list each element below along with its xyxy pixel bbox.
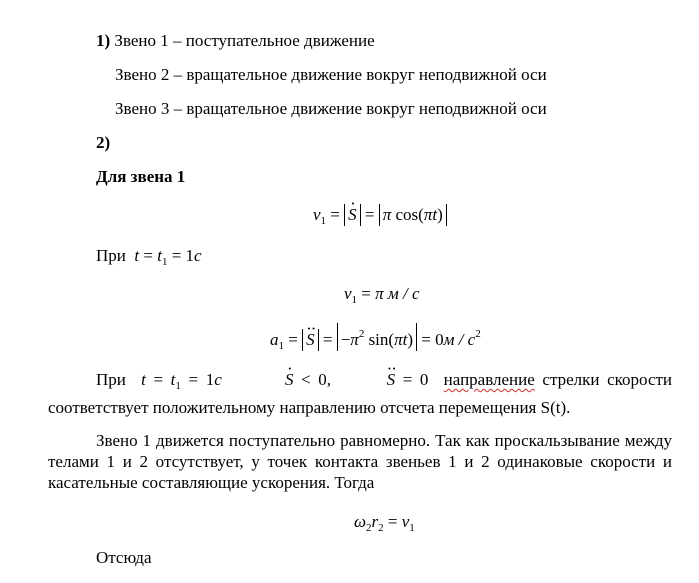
- paragraph-last: Отсюда: [96, 548, 152, 567]
- condition-line-1: [96, 246, 202, 272]
- list-text: Звено 1 – поступательное движение: [114, 31, 375, 50]
- formula-v1-value: $v_1 = \pi$ м / c: [344, 284, 420, 306]
- formula-omega: $\omega_2r_2 = v_1$: [354, 512, 415, 534]
- formula-v1: $v_1$ = · S = π cos(πt): [313, 204, 447, 231]
- list-item-3: Звено 3 – вращательное движение вокруг неподвижной оси: [115, 99, 547, 118]
- list-item-1: [96, 31, 375, 51]
- paragraph-2: Звено 1 движется поступательно равномерно. Так как проскальзывание между телами 1 и 2 отсутствует, у точек контакта звеньев 1 и 2 одинаковые скорости и касательные составляющие ускорения. Тогда: [48, 431, 672, 492]
- pri-label: При: [96, 246, 126, 265]
- section-heading: Для звена 1: [96, 167, 186, 186]
- formula-condition: $t = t_1 = 1c \cdot S < 0$, ·· S = 0: [133, 370, 428, 389]
- list-number-2: 2): [96, 133, 111, 152]
- paragraph-1: [48, 369, 672, 418]
- list-number: 1): [96, 31, 111, 50]
- paragraph-1-text: стрелки скорости соответствует положительному направлению отсчета перемещения S(t).: [48, 370, 673, 417]
- formula-a1: $a_1$ = ·· $S = -\pi^2$ $\sin(\pi t) = 0м / c^2$: [270, 323, 481, 356]
- pri-label-2: При: [96, 370, 126, 389]
- spellcheck-word: направление: [443, 370, 535, 389]
- list-item-2: Звено 2 – вращательное движение вокруг неподвижной оси: [115, 65, 547, 84]
- formula-t: $t = t_1 = 1c$: [130, 246, 202, 268]
